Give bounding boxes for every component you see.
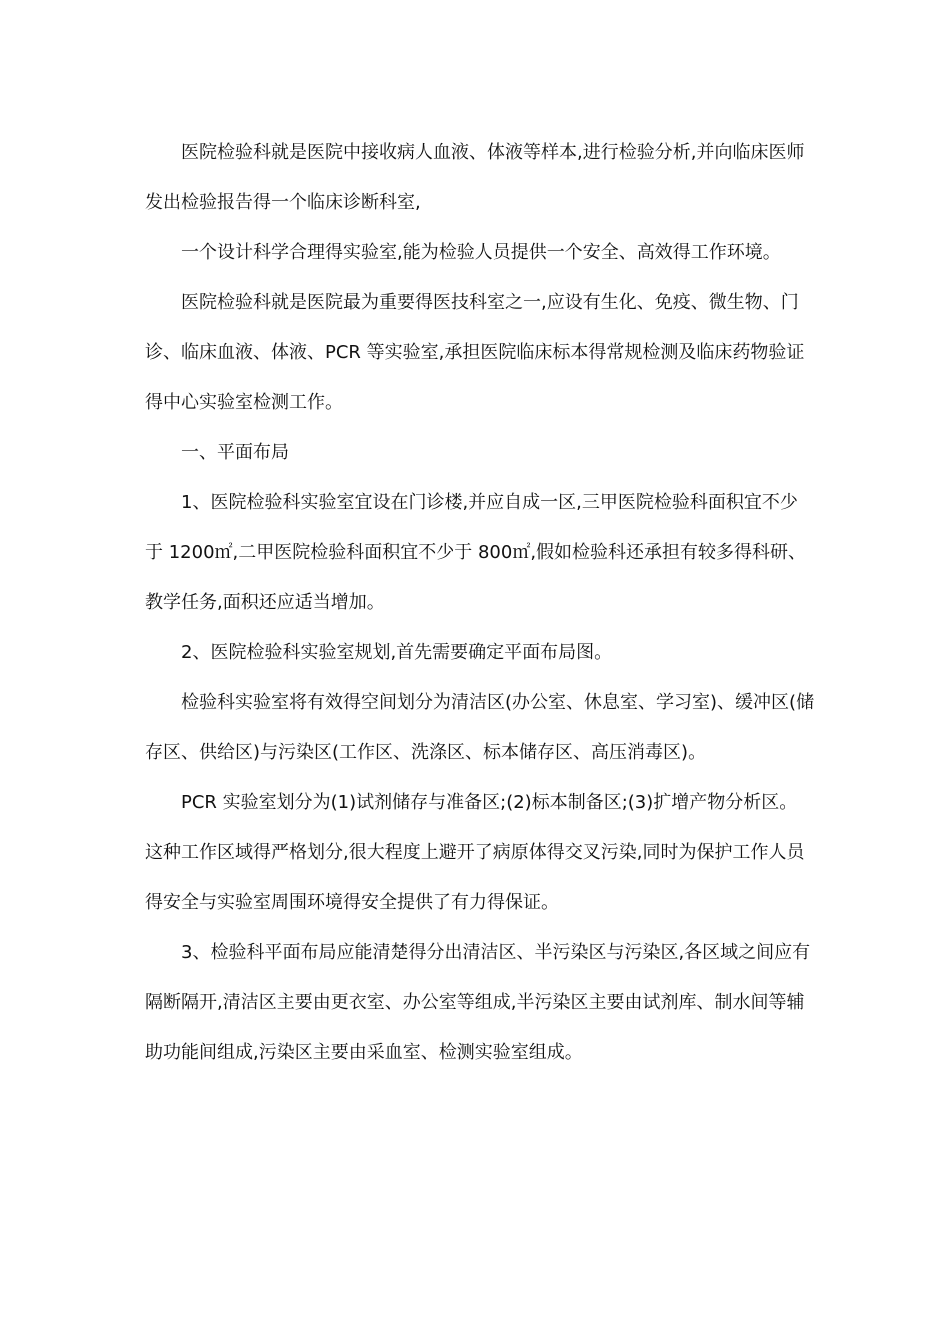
document-body — [145, 128, 815, 1078]
paragraph-intro: 医院检验科就是医院中接收病人血液、体液等样本,进行检验分析,并向临床医师发出检验报告得一个临床诊断科室, — [145, 142, 805, 213]
paragraph-departments: 医院检验科就是医院最为重要得医技科室之一,应设有生化、免疫、微生物、门诊、临床血液、体液、PCR 等实验室,承担医院临床标本得常规检测及临床药物验证得中心实验室检测工作。 — [145, 292, 805, 413]
section-heading-layout: 一、平面布局 — [181, 442, 289, 463]
paragraph-zones: 检验科实验室将有效得空间划分为清洁区(办公室、休息室、学习室)、缓冲区(储存区、供给区)与污染区(工作区、洗涤区、标本储存区、高压消毒区)。 — [145, 692, 815, 763]
paragraph-design: 一个设计科学合理得实验室,能为检验人员提供一个安全、高效得工作环境。 — [181, 242, 781, 263]
paragraph-item-2: 2、医院检验科实验室规划,首先需要确定平面布局图。 — [181, 642, 613, 663]
paragraph-item-3: 3、检验科平面布局应能清楚得分出清洁区、半污染区与污染区,各区域之间应有隔断隔开,清洁区主要由更衣室、办公室等组成,半污染区主要由试剂库、制水间等辅助功能间组成,污染区主要由采血室、检测实验室组成。 — [145, 942, 811, 1063]
paragraph-pcr: PCR 实验室划分为(1)试剂储存与准备区;(2)标本制备区;(3)扩增产物分析区。这种工作区域得严格划分,很大程度上避开了病原体得交叉污染,同时为保护工作人员得安全与实验室周围环境得安全提供了有力得保证。 — [145, 792, 805, 913]
paragraph-item-1: 1、医院检验科实验室宜设在门诊楼,并应自成一区,三甲医院检验科面积宜不少于 1200㎡,二甲医院检验科面积宜不少于 800㎡,假如检验科还承担有较多得科研、教学任务,面积还应适当增加。 — [145, 492, 807, 613]
